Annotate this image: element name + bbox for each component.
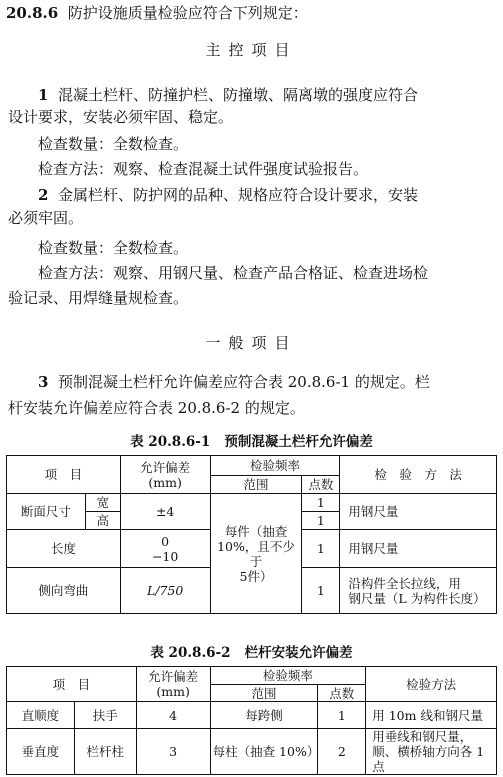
t2-vertical-method-line2: 顺、横桥轴方向各 1 点 xyxy=(372,744,485,774)
t2-straight-points: 1 xyxy=(318,702,366,729)
t1-bend-label: 侧向弯曲 xyxy=(7,568,121,614)
t1-header-points: 点数 xyxy=(302,476,340,494)
t1-width-points: 1 xyxy=(302,494,340,512)
t2-header-tolerance xyxy=(136,667,210,702)
item1-qty: 检查数量：全数检查。 xyxy=(38,135,189,153)
t1-width-label: 宽 xyxy=(85,494,120,512)
t2-straight-label: 直顺度 xyxy=(7,702,75,729)
t1-bend-method xyxy=(340,568,497,614)
t2-vertical-method xyxy=(366,729,497,775)
t1-height-points: 1 xyxy=(302,512,340,530)
main-heading: 主控项目 xyxy=(205,41,298,59)
t1-section-tolerance: ±4 xyxy=(120,494,210,530)
t2-vertical-range: 每柱（抽查 10%） xyxy=(210,729,318,775)
item2-method-line2: 验记录、用焊缝量规检查。 xyxy=(8,289,189,307)
t1-header-tolerance xyxy=(120,456,210,494)
item3-line2: 杆安装允许偏差应符合表 20.8.6-2 的规定。 xyxy=(8,399,305,417)
t2-header-range: 范围 xyxy=(210,685,318,702)
t1-header-range: 范围 xyxy=(210,476,302,494)
t1-length-tolerance xyxy=(120,530,210,568)
table2-caption xyxy=(0,643,503,663)
t2-header-item: 项 目 xyxy=(7,667,137,702)
item2-line1 xyxy=(38,185,418,205)
t1-bend-method-line1: 沿构件全长拉线，用 xyxy=(348,575,461,591)
table2-caption-number: 表 20.8.6-2 xyxy=(150,645,231,661)
t1-range-line2: 10%，且不少于 xyxy=(217,538,295,569)
t1-bend-tolerance: L/750 xyxy=(120,568,210,614)
general-heading: 一般项目 xyxy=(205,334,298,352)
item1-line2: 设计要求，安装必须牢固、稳定。 xyxy=(8,108,234,126)
t2-straight-range: 每跨侧 xyxy=(210,702,318,729)
t2-vertical-method-line1: 用垂线和钢尺量， xyxy=(372,729,473,744)
item3-text: 预制混凝土栏杆允许偏差应符合表 20.8.6-1 的规定。栏 xyxy=(57,373,430,391)
t1-height-label: 高 xyxy=(85,512,120,530)
item2-number: 2 xyxy=(38,186,49,204)
t1-header-frequency: 检验频率 xyxy=(210,456,340,476)
t1-bend-points: 1 xyxy=(302,568,340,614)
item2-text: 金属栏杆、防护网的品种、规格应符合设计要求，安装 xyxy=(57,186,418,204)
item2-qty: 检查数量：全数检查。 xyxy=(38,239,189,257)
t1-header-item: 项 目 xyxy=(7,456,121,494)
t2-straight-tolerance: 4 xyxy=(136,702,210,729)
table1-caption xyxy=(0,432,503,452)
item2-line2: 必须牢固。 xyxy=(8,209,84,227)
t2-vertical-label: 垂直度 xyxy=(7,729,75,775)
item1-method: 检查方法：观察、检查混凝土试件强度试验报告。 xyxy=(38,160,369,178)
t2-straight-method: 用 10m 线和钢尺量 xyxy=(366,702,497,729)
t1-length-label: 长度 xyxy=(7,530,121,568)
t1-range-line3: 5件） xyxy=(239,568,273,584)
item2-method-line1: 检查方法：观察、用钢尺量、检查产品合格证、检查进场检 xyxy=(38,264,429,282)
t2-header-tol-line1: 允许偏差 xyxy=(148,669,199,684)
item1-number: 1 xyxy=(38,86,49,104)
t2-header-points: 点数 xyxy=(318,685,366,702)
table1-caption-number: 表 20.8.6-1 xyxy=(130,434,211,450)
t2-post-label: 栏杆柱 xyxy=(74,729,136,775)
t1-header-tol-line2: (mm) xyxy=(148,474,182,490)
t1-length-tol-line2: −10 xyxy=(151,548,179,564)
clause-text: 防护设施质量检验应符合下列规定： xyxy=(67,4,308,22)
t1-bend-method-line2: 钢尺量（L 为构件长度） xyxy=(348,590,486,606)
table2 xyxy=(6,666,497,775)
t1-section-label: 断面尺寸 xyxy=(7,494,86,530)
t2-header-frequency: 检验频率 xyxy=(210,667,366,685)
item1-text: 混凝土栏杆、防撞护栏、防撞墩、隔离墩的强度应符合 xyxy=(57,86,418,104)
t1-range-line1: 每件（抽查 xyxy=(224,523,288,539)
table2-caption-title: 栏杆安装允许偏差 xyxy=(244,645,353,661)
table1 xyxy=(6,455,497,614)
t2-handrail-label: 扶手 xyxy=(74,702,136,729)
item3-line1 xyxy=(38,372,430,392)
clause-heading xyxy=(6,3,308,23)
clause-number: 20.8.6 xyxy=(6,4,59,22)
item1-line1 xyxy=(38,85,418,105)
t2-header-tol-line2: (mm) xyxy=(156,684,190,699)
t1-length-tol-line1: 0 xyxy=(161,533,170,549)
t1-header-tol-line1: 允许偏差 xyxy=(140,459,191,475)
t1-range xyxy=(210,494,302,614)
t1-section-method: 用钢尺量 xyxy=(340,494,497,530)
item3-number: 3 xyxy=(38,373,49,391)
t1-length-points: 1 xyxy=(302,530,340,568)
table1-caption-title: 预制混凝土栏杆允许偏差 xyxy=(224,434,373,450)
t2-header-method: 检验方法 xyxy=(366,667,497,702)
t1-length-method: 用钢尺量 xyxy=(340,530,497,568)
t2-vertical-tolerance: 3 xyxy=(136,729,210,775)
t2-vertical-points: 2 xyxy=(318,729,366,775)
t1-header-method: 检 验 方 法 xyxy=(340,456,497,494)
